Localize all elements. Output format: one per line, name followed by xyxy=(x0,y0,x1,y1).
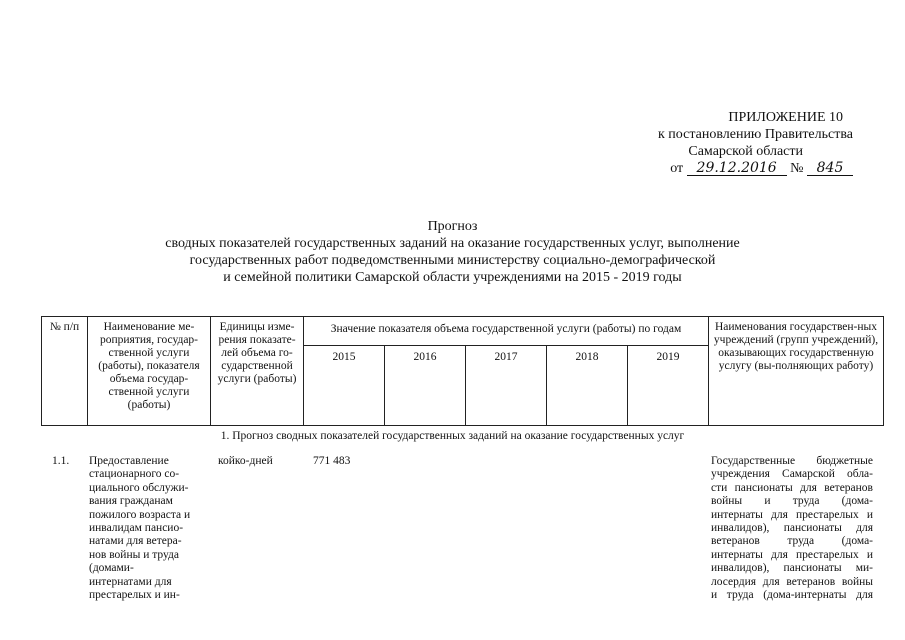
service-name-line: инвалидам пансио- xyxy=(89,522,184,535)
appendix-date-number xyxy=(593,160,853,177)
service-name-line: пожилого возраста и xyxy=(89,508,191,521)
appendix-title: ПРИЛОЖЕНИЕ 10 xyxy=(728,110,843,125)
service-name-line: престарелых и ин- xyxy=(89,589,180,602)
appendix-region: Самарской области xyxy=(688,144,803,159)
col-header-np: № п/п xyxy=(42,317,88,426)
col-header-institutions: Наименования государствен-ных учреждений (групп учреждений), оказывающих государственную услугу (вы-полняющих работу) xyxy=(709,317,884,426)
row-institutions xyxy=(711,455,873,602)
institution-line: интернаты для престарелых и xyxy=(711,548,873,561)
title-line-2: сводных показателей государственных заданий на оказание государственных услуг, выполнение xyxy=(165,236,740,251)
row-unit: койко-дней xyxy=(218,455,273,467)
institution-line: лосердия для ветеранов войны xyxy=(711,575,873,588)
col-year-2017: 2017 xyxy=(466,346,547,426)
title-line-3: государственных работ подведомственными министерству социально-демографической xyxy=(189,253,716,268)
title-line-1: Прогноз xyxy=(427,219,478,234)
institution-line: учреждения Самарской обла- xyxy=(711,468,873,481)
service-name-line: нов войны и труда xyxy=(89,548,179,561)
row-value-2015: 771 483 xyxy=(313,455,351,467)
institution-line: войны и труда (дома- xyxy=(711,495,873,508)
institution-line: инвалидов), пансионаты для xyxy=(711,522,873,535)
handwritten-number: 845 xyxy=(807,161,853,176)
institution-line: ветеранов труда (дома- xyxy=(711,535,873,548)
service-name-line: стационарного со- xyxy=(89,468,180,481)
row-number: 1.1. xyxy=(52,455,70,467)
institution-line: Государственные бюджетные xyxy=(711,455,873,467)
service-name-line: Предоставление xyxy=(89,455,169,467)
institution-line: инвалидов), пансионаты ми- xyxy=(711,562,873,575)
number-label: № xyxy=(790,161,804,176)
from-label: от xyxy=(670,161,684,176)
institution-line: и труда (дома-интернаты для xyxy=(711,589,873,602)
handwritten-date: 29.12.2016 xyxy=(687,161,787,176)
service-name-line: натами для ветера- xyxy=(89,535,182,548)
appendix-resolution: к постановлению Правительства xyxy=(657,127,853,142)
section-title: 1. Прогноз сводных показателей государственных заданий на оказание государственных услуг xyxy=(220,430,685,442)
service-name-line: циального обслужи- xyxy=(89,481,189,494)
col-year-2019: 2019 xyxy=(628,346,709,426)
col-header-values: Значение показателя объема государственной услуги (работы) по годам xyxy=(304,317,709,346)
document-title xyxy=(0,218,905,286)
forecast-table-header xyxy=(41,316,884,426)
institution-line: сти пансионаты для ветеранов xyxy=(711,481,873,494)
service-name-line: интернатами для xyxy=(89,575,172,588)
title-line-4: и семейной политики Самарской области учреждениями на 2015 - 2019 годы xyxy=(223,270,682,285)
col-year-2015: 2015 xyxy=(304,346,385,426)
col-year-2018: 2018 xyxy=(547,346,628,426)
appendix-block xyxy=(593,109,853,177)
service-name-line: (домами- xyxy=(89,562,134,575)
col-year-2016: 2016 xyxy=(385,346,466,426)
col-header-unit: Единицы изме-рения показате-лей объема го-сударственной услуги (работы) xyxy=(211,317,304,426)
service-name-line: вания гражданам xyxy=(89,495,173,508)
institution-line: интернаты для престарелых и xyxy=(711,508,873,521)
row-service-name xyxy=(89,455,207,602)
col-header-name: Наименование ме-роприятия, государ-ственной услуги (работы), показателя объема государ-ственной услуги (работы) xyxy=(88,317,211,426)
